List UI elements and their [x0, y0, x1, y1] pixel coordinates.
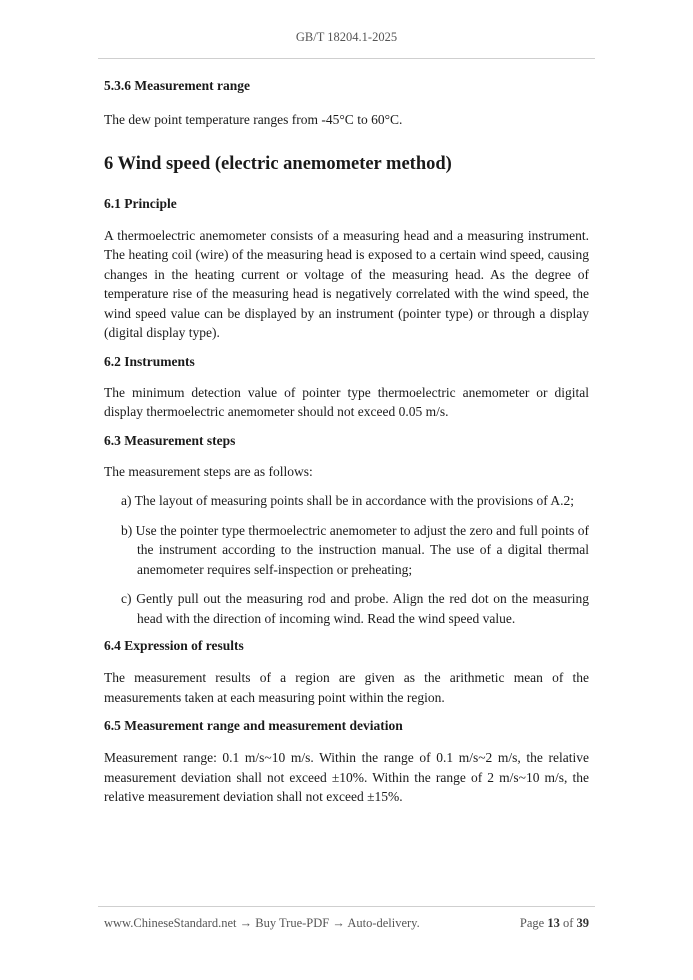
- arrow-right-icon: →: [239, 916, 253, 930]
- page-header: GB/T 18204.1-2025: [295, 30, 398, 44]
- of-label: of: [562, 916, 574, 930]
- heading-6-4: 6.4 Expression of results: [104, 638, 244, 653]
- heading-6-5: 6.5 Measurement range and measurement deviation: [104, 718, 403, 733]
- site-link[interactable]: www.ChineseStandard.net: [104, 916, 237, 930]
- footer-divider: [98, 906, 595, 907]
- current-page: 13: [547, 916, 560, 930]
- list-item: c) Gently pull out the measuring rod and probe. Align the red dot on the measuring head with the direction of incoming wind. Read the wind speed value.: [121, 591, 589, 626]
- header-divider: [98, 58, 595, 59]
- heading-6: 6 Wind speed (electric anemometer method): [104, 153, 452, 174]
- para-6-3-intro: The measurement steps are as follows:: [104, 463, 313, 479]
- heading-6-3: 6.3 Measurement steps: [104, 432, 236, 448]
- auto-delivery-text: Auto-delivery.: [347, 916, 420, 930]
- list-item: a) The layout of measuring points shall be in accordance with the provisions of A.2;: [121, 493, 575, 508]
- footer-promo: [104, 916, 420, 931]
- heading-6-1: 6.1 Principle: [104, 195, 177, 211]
- para-5-3-6: The dew point temperature ranges from -45°C to 60°C.: [104, 112, 403, 127]
- para-6-2: The minimum detection value of pointer type thermoelectric anemometer or digital display thermoelectric anemometer should not exceed 0.05 m/s.: [104, 384, 589, 419]
- total-pages: 39: [576, 916, 589, 930]
- list-item: b) Use the pointer type thermoelectric anemometer to adjust the zero and full points of the instrument according to the instruction manual. The use of a digital thermal anemometer requires self-inspection or preheating;: [121, 522, 589, 577]
- page-label: Page: [519, 916, 545, 930]
- para-6-1: A thermoelectric anemometer consists of a measuring head and a measuring instrument. The heating coil (wire) of the measuring head is exposed to a certain wind speed, causing changes in the heating current or voltage of the measuring head. As the degree of temperature rise of the measuring head is negatively correlated with the wind speed, the wind speed value can be displayed by an instrument (pointer type) or through a display (digital display type).: [104, 227, 589, 340]
- arrow-right-icon: →: [332, 916, 345, 930]
- heading-5-3-6: 5.3.6 Measurement range: [104, 78, 250, 93]
- heading-6-2: 6.2 Instruments: [104, 353, 195, 369]
- buy-pdf-link[interactable]: Buy True-PDF: [255, 916, 330, 930]
- para-6-4: The measurement results of a region are given as the arithmetic mean of the measurements taken at each measuring point within the region.: [104, 670, 589, 705]
- document-body: [104, 70, 589, 807]
- para-6-5: Measurement range: 0.1 m/s~10 m/s. Within the range of 0.1 m/s~2 m/s, the relative measurement deviation shall not exceed ±10%. Within the range of 2 m/s~10 m/s, the relative measurement deviation shall not exceed ±15%.: [104, 750, 589, 804]
- page-number: [520, 916, 589, 931]
